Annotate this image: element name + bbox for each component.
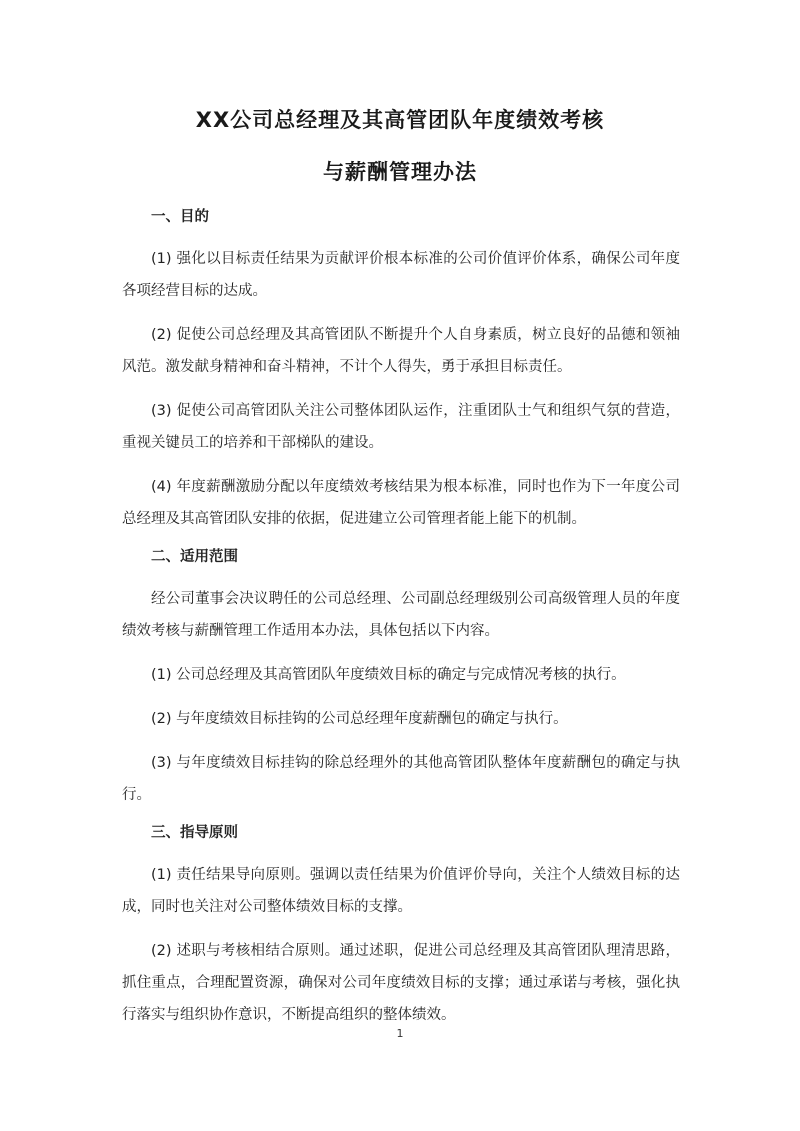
page-number: 1 bbox=[396, 1027, 404, 1040]
document-title-line2: 与薪酬管理办法 bbox=[323, 160, 477, 184]
paragraph: (3) 促使公司高管团队关注公司整体团队运作，注重团队士气和组织气氛的营造，重视关键员工的培养和干部梯队的建设。 bbox=[122, 403, 680, 451]
paragraph: (3) 与年度绩效目标挂钩的除总经理外的其他高管团队整体年度薪酬包的确定与执行。 bbox=[122, 755, 680, 803]
section-purpose bbox=[122, 207, 680, 535]
paragraph: (2) 与年度绩效目标挂钩的公司总经理年度薪酬包的确定与执行。 bbox=[151, 711, 568, 727]
paragraph: (1) 强化以目标责任结果为贡献评价根本标准的公司价值评价体系，确保公司年度各项经营目标的达成。 bbox=[122, 251, 680, 299]
document-title-line1: XX公司总经理及其高管团队年度绩效考核 bbox=[195, 108, 605, 132]
document-body bbox=[122, 197, 680, 1043]
section-heading: 三、指导原则 bbox=[151, 825, 238, 841]
paragraph: 经公司董事会决议聘任的公司总经理、公司副总经理级别公司高级管理人员的年度绩效考核与薪酬管理工作适用本办法，具体包括以下内容。 bbox=[122, 591, 680, 639]
section-scope bbox=[122, 547, 680, 811]
paragraph: (1) 责任结果导向原则。强调以责任结果为价值评价导向，关注个人绩效目标的达成，同时也关注对公司整体绩效目标的支撑。 bbox=[122, 867, 680, 915]
section-principles bbox=[122, 823, 680, 1031]
paragraph: (4) 年度薪酬激励分配以年度绩效考核结果为根本标准，同时也作为下一年度公司总经理及其高管团队安排的依据，促进建立公司管理者能上能下的机制。 bbox=[122, 479, 680, 527]
section-heading: 一、目的 bbox=[151, 209, 209, 225]
paragraph: (1) 公司总经理及其高管团队年度绩效目标的确定与完成情况考核的执行。 bbox=[151, 667, 626, 683]
paragraph: (2) 促使公司总经理及其高管团队不断提升个人自身素质，树立良好的品德和领袖风范。激发献身精神和奋斗精神，不计个人得失，勇于承担目标责任。 bbox=[122, 327, 680, 375]
paragraph: (2) 述职与考核相结合原则。通过述职，促进公司总经理及其高管团队理清思路，抓住重点，合理配置资源，确保对公司年度绩效目标的支撑；通过承诺与考核，强化执行落实与组织协作意识，不断提高组织的整体绩效。 bbox=[122, 943, 680, 1023]
section-heading: 二、适用范围 bbox=[151, 549, 238, 565]
